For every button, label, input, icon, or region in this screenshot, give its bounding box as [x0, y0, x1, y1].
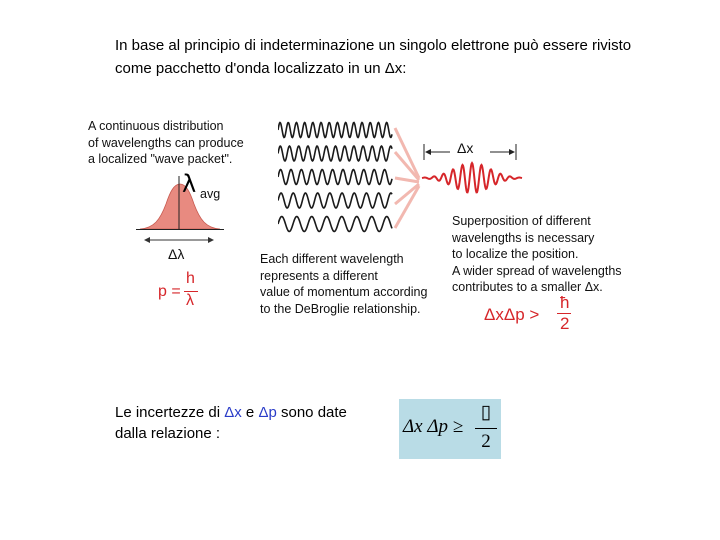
- converging-arrows: [393, 122, 423, 232]
- wave-5: [278, 217, 392, 232]
- center-caption-line-2: represents a different: [260, 268, 378, 283]
- bottom-text-suffix: sono date: [276, 404, 347, 421]
- delta-lambda-arrow-right-head: [208, 237, 214, 243]
- center-caption-line-3: value of momentum according: [260, 285, 428, 299]
- intro-line-2: come pacchetto d'onda localizzato in un Δx:: [115, 60, 407, 77]
- right-caption-line-5: contributes to a smaller Δx.: [452, 280, 603, 294]
- delta-p-term: Δp: [258, 404, 277, 421]
- intro-line-1: In base al principio di indeterminazione un singolo elettrone può essere rivisto: [115, 37, 632, 54]
- center-caption-line-1: Each different wavelength: [260, 252, 404, 266]
- formula-denominator: 2: [481, 431, 491, 452]
- wave-2: [278, 146, 392, 161]
- right-caption-line-1: Superposition of different: [452, 214, 591, 228]
- uncertainty-figure-formula: [484, 293, 584, 337]
- wave-3: [278, 170, 392, 185]
- wave-packet: [420, 158, 524, 198]
- left-caption-line-2: of wavelengths can produce: [88, 135, 244, 150]
- uncertainty-numerator: ħ: [560, 293, 570, 312]
- momentum-denominator: λ: [186, 292, 194, 309]
- wave-4: [278, 193, 392, 208]
- delta-x-label: Δx: [457, 140, 474, 156]
- center-caption-line-4: to the DeBroglie relationship.: [260, 301, 421, 316]
- right-caption: [452, 213, 642, 296]
- momentum-numerator: h: [186, 270, 195, 287]
- avg-label: avg: [200, 187, 221, 201]
- delta-lambda-arrow-left-head: [144, 237, 150, 243]
- bottom-paragraph: [115, 402, 385, 444]
- formula-fraction: [475, 401, 497, 453]
- wave-packet-figure: [88, 112, 628, 337]
- waves-stack: [278, 118, 406, 236]
- left-caption-line-3: a localized "wave packet".: [88, 152, 233, 166]
- momentum-formula: [158, 272, 218, 316]
- wave-packet-path: [422, 163, 522, 192]
- formula-numerator: ▯: [480, 402, 492, 423]
- bottom-text-prefix: Le incertezze di: [115, 404, 225, 421]
- momentum-lhs: p =: [158, 283, 181, 300]
- bottom-text-mid: e: [241, 404, 259, 421]
- left-caption: [88, 118, 278, 168]
- wave-1: [278, 123, 392, 138]
- right-caption-line-4: A wider spread of wavelengths: [452, 263, 622, 278]
- uncertainty-lhs: ΔxΔp >: [484, 305, 540, 324]
- formula-lhs: Δx Δp ≥: [403, 416, 464, 437]
- delta-lambda-label: Δλ: [168, 246, 185, 262]
- delta-x-term: Δx: [224, 404, 242, 421]
- uncertainty-denominator: 2: [560, 314, 570, 333]
- intro-paragraph: [115, 34, 695, 80]
- formula-fraction-bar: [475, 428, 497, 429]
- right-caption-line-2: wavelengths is necessary: [452, 230, 595, 245]
- uncertainty-formula-box: [399, 399, 501, 459]
- right-caption-line-3: to localize the position.: [452, 247, 579, 261]
- center-caption: [260, 251, 460, 317]
- bottom-line-1: [115, 402, 385, 423]
- bottom-line-2: dalla relazione :: [115, 425, 221, 442]
- lambda-symbol: λ: [182, 170, 197, 198]
- left-caption-line-1: A continuous distribution: [88, 119, 224, 133]
